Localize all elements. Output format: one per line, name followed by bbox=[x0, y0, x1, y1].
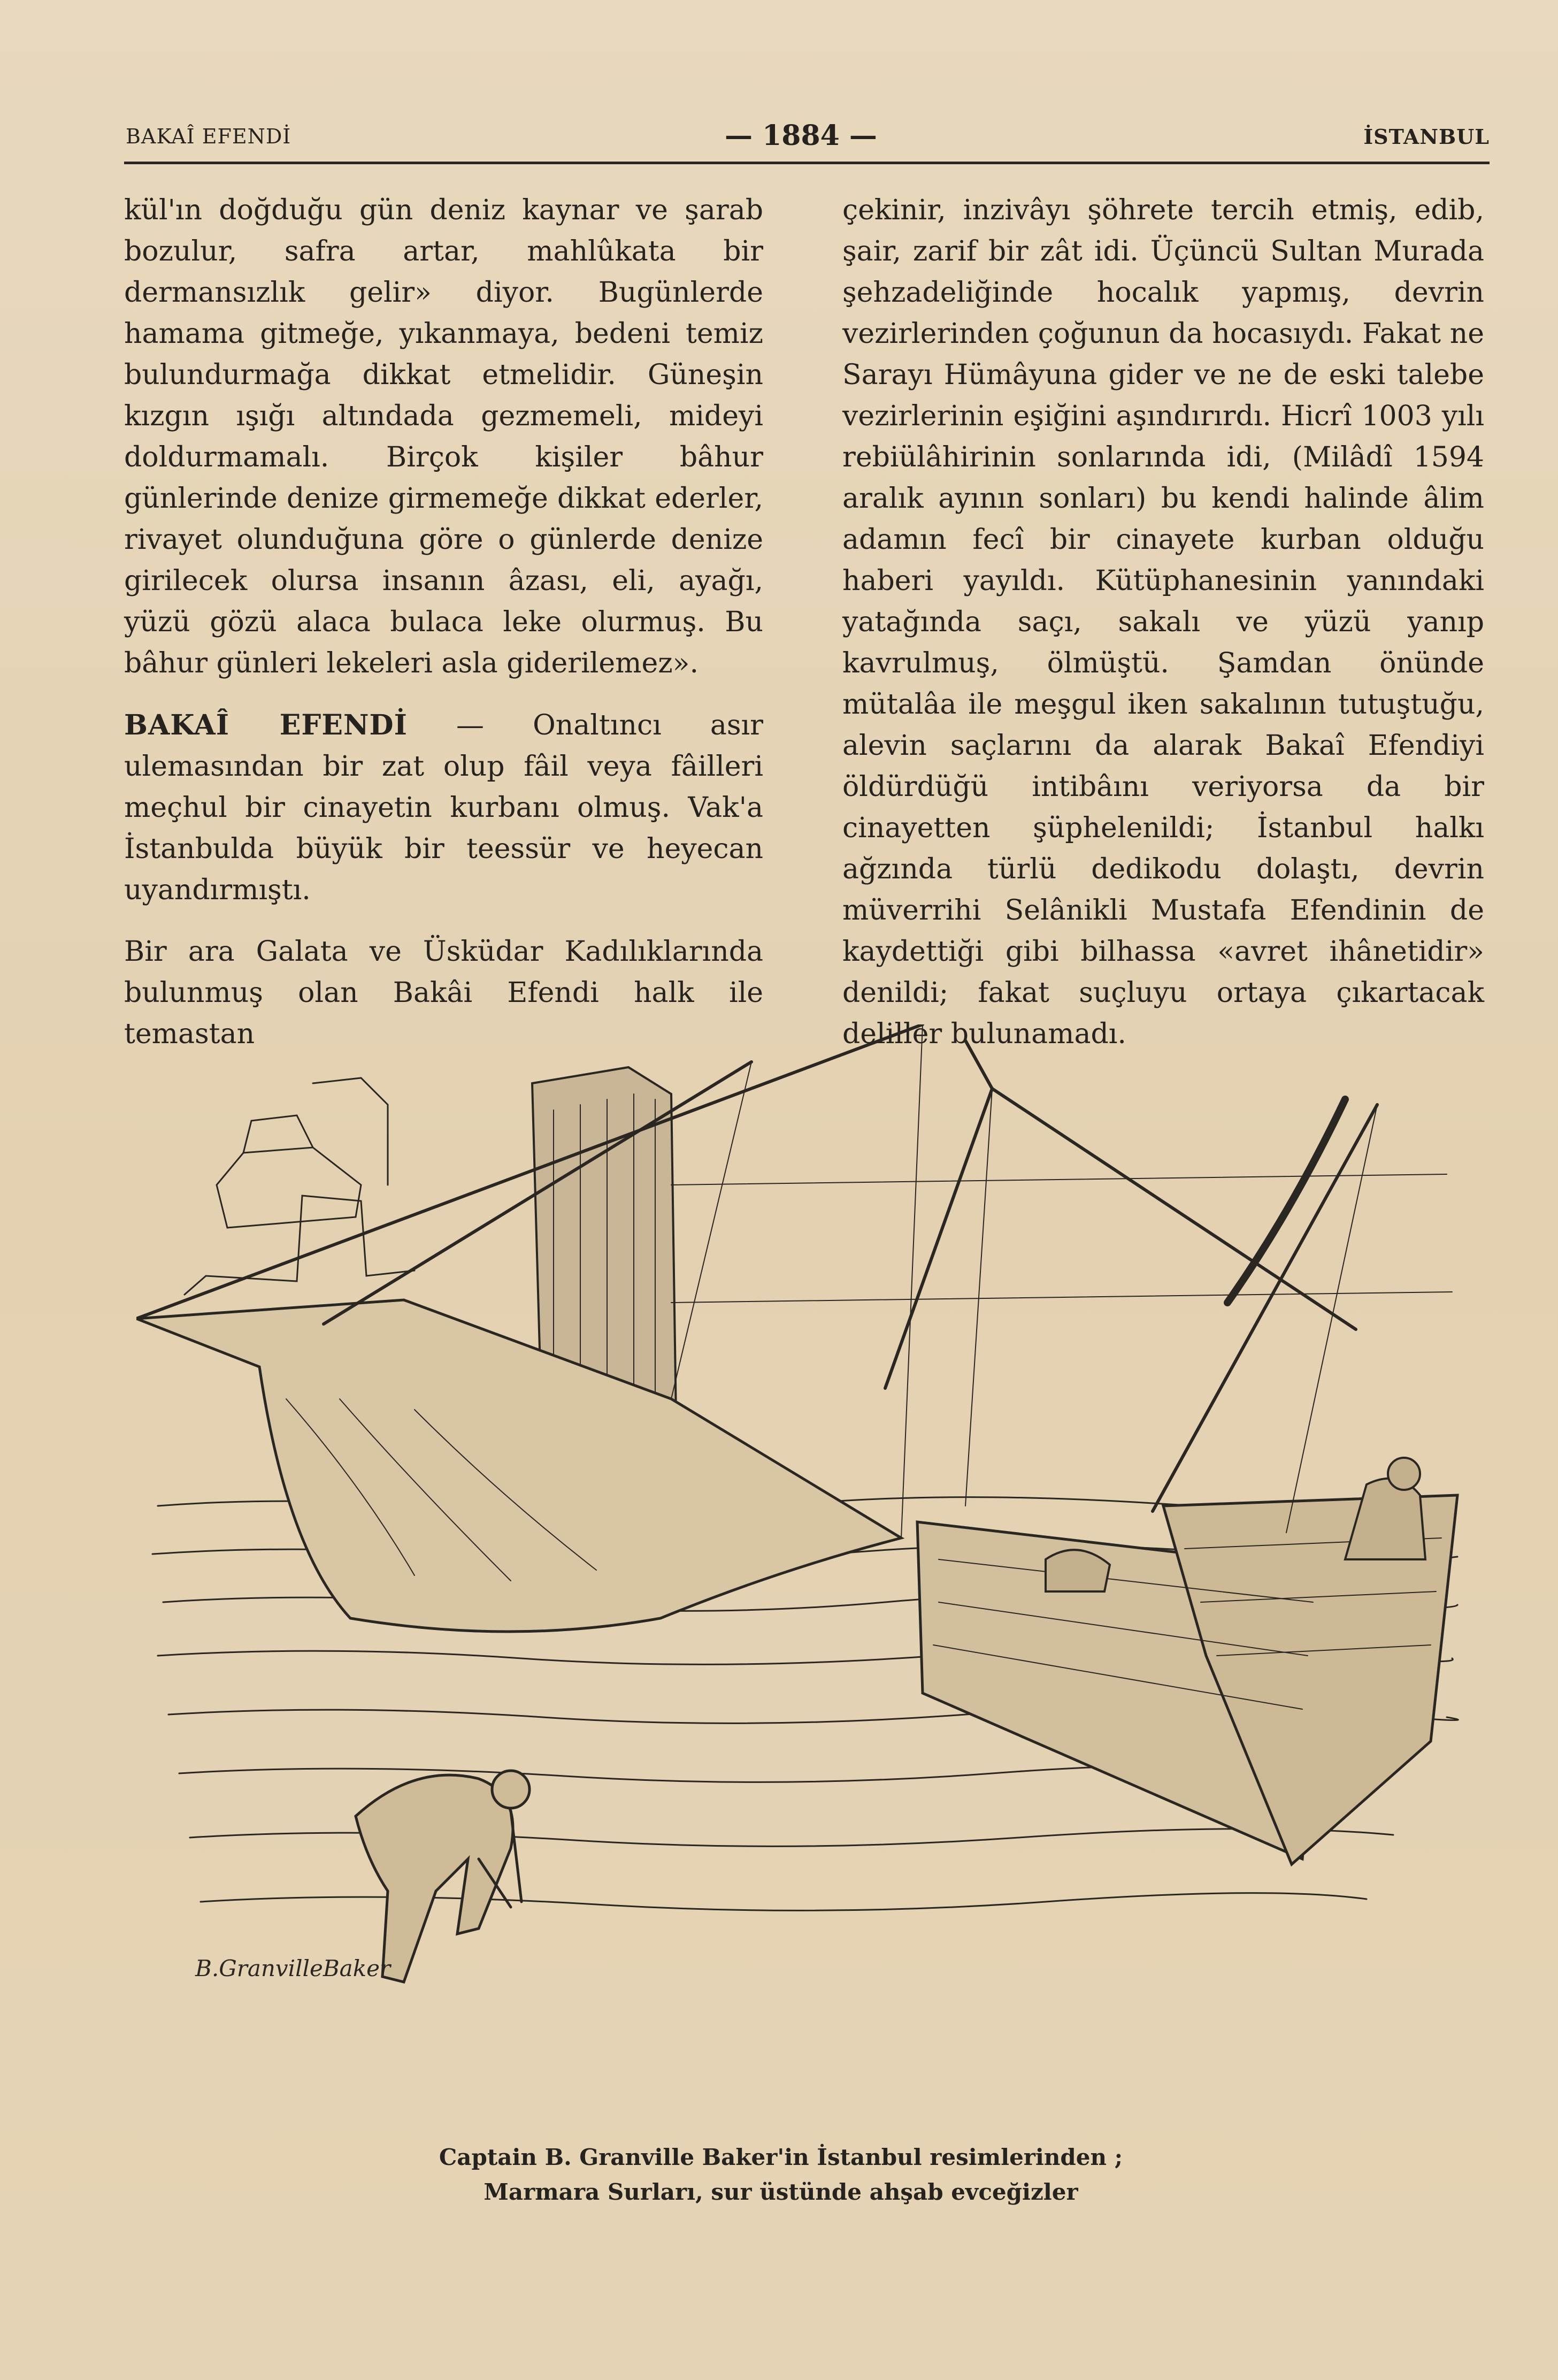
paragraph: çekinir, inzivâyı şöhrete tercih etmiş, edib, şair, zarif bir zât idi. Üçüncü Sultan Murada şehzadeliğinde hocalık yapmış, devrin vezirlerinden çoğunun da hocasıydı. Fakat ne Sarayı Hümâyuna gider ve ne de eski talebe vezirlerinin eşiğini aşındırırdı. Hicrî 1003 yılı rebiülâhirinin sonlarında idi, (Milâdî 1594 aralık ayının sonları) bu kendi halinde âlim adamın fecî bir cinayete kurban olduğu haberi yayıldı. Kütüphanesinin yanındaki yatağında saçı, sakalı ve yüzü yanıp kavrulmuş, ölmüştü. Şamdan önünde mütalâa ile meşgul iken sakalının tutuştuğu, alevin saçlarını da alarak Bakaî Efendiyi öldürdüğü intibâını veriyorsa da bir cinayetten şüphelenildi; İstanbul halkı ağzında türlü dedikodu dolaştı, devrin müverrihi Selânikli Mustafa Efendinin de kaydettiği gibi bilhassa «avret ihânetidir» denildi; fakat suçluyu ortaya çıkartacak deliller bulunamadı. bbox=[842, 194, 1484, 1050]
entry-paragraph bbox=[124, 705, 763, 911]
draped-sail bbox=[136, 1300, 901, 1632]
artist-signature: B.GranvilleBaker bbox=[195, 1955, 391, 1981]
figure-caption bbox=[321, 2140, 1241, 2209]
paragraph: Bir ara Galata ve Üsküdar Kadılıklarında bulunmuş olan Bakâi Efendi halk ile temastan bbox=[124, 936, 763, 1050]
paragraph: kül'ın doğduğu gün deniz kaynar ve şarab bozulur, safra artar, mahlûkata bir dermansızlık gelir» diyor. Bugünlerde hamama gitmeğe, yıkanmaya, bedeni temiz bulundurmağa dikkat etmelidir. Güneşin kızgın ışığı altındada gezmemeli, mideyi doldurmamalı. Birçok kişiler bâhur günlerinde denize girmemeğe dikkat ederler, rivayet olunduğuna göre o günlerde denize girilecek olursa insanın âzası, eli, ayağı, yüzü gözü alaca bulaca leke olurmuş. Bu bâhur günleri lekeleri asla giderilemez». bbox=[124, 194, 763, 679]
right-column bbox=[842, 190, 1484, 1055]
header-rule bbox=[124, 162, 1490, 164]
running-head-title: BAKAÎ EFENDİ bbox=[126, 125, 291, 148]
bending-man bbox=[356, 1771, 529, 1982]
page-number: — 1884 — bbox=[725, 119, 877, 152]
caption-line: Marmara Surları, sur üstünde ahşab evceğizler bbox=[483, 2179, 1078, 2205]
left-column bbox=[124, 190, 763, 1055]
rigging bbox=[671, 1024, 1377, 1538]
running-head bbox=[126, 115, 1490, 158]
running-head-section: İSTANBUL bbox=[1363, 125, 1490, 149]
entry-title: BAKAÎ EFENDİ bbox=[124, 709, 408, 741]
harbor-illustration bbox=[136, 1024, 1473, 2041]
caption-line: Captain B. Granville Baker'in İstanbul resimlerinden ; bbox=[439, 2144, 1123, 2170]
entry-text: — Onaltıncı asır ulemasından bir zat olup fâil veya fâilleri meçhul bir cinayetin kurbanı olmuş. Vak'a İstanbulda büyük bir teessür ve heyecan uyandırmıştı. bbox=[124, 709, 763, 906]
